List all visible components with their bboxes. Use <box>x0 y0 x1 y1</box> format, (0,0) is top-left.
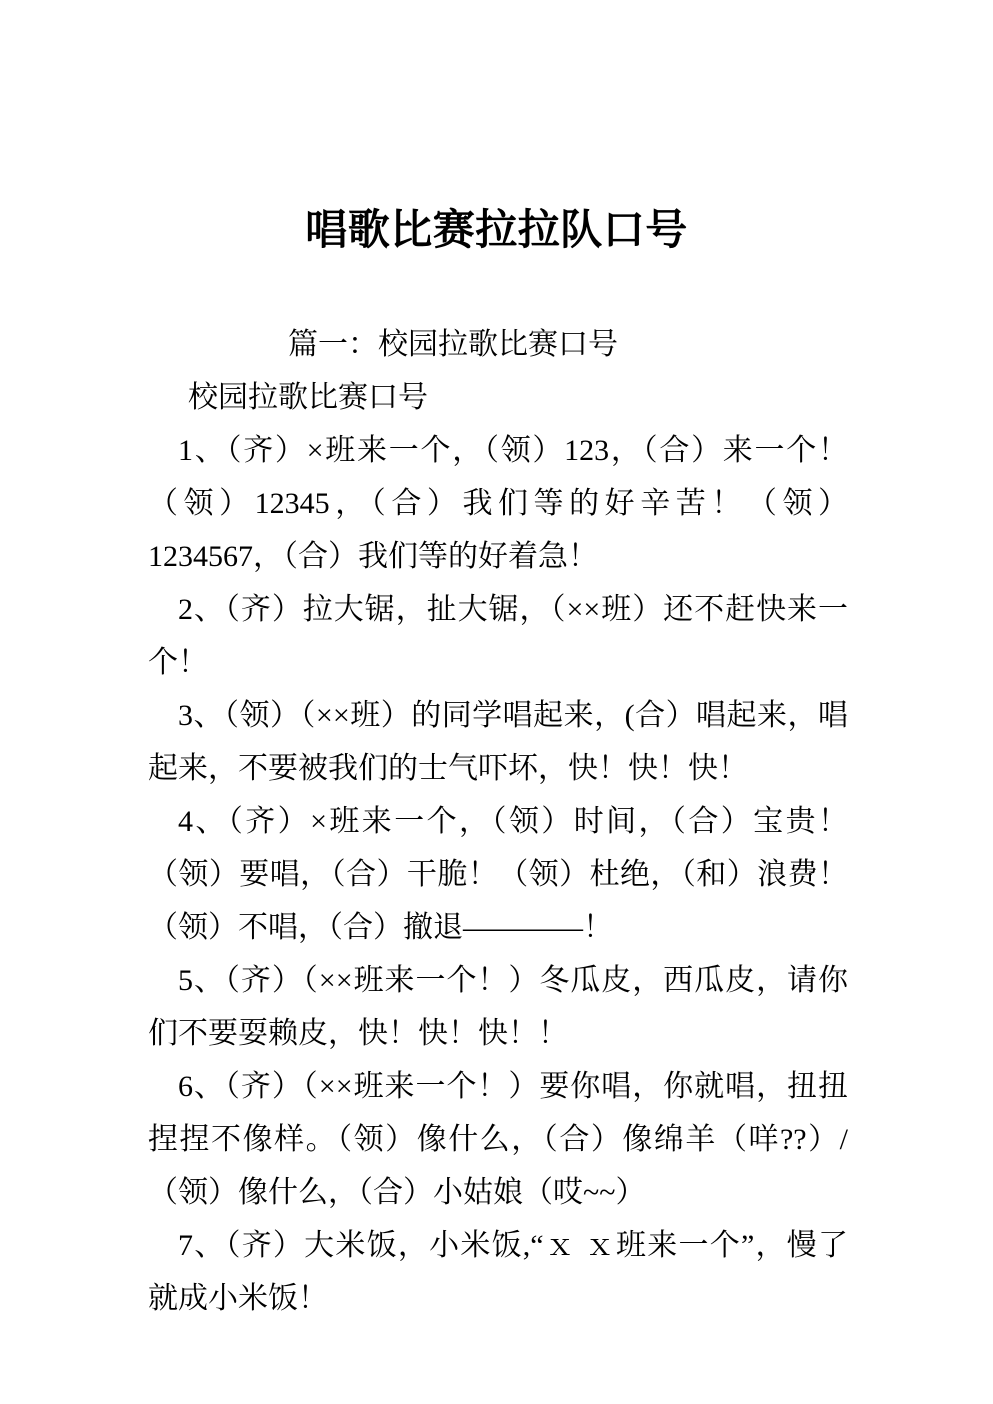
paragraph-2: 2、（齐）拉大锯，扯大锯，（××班）还不赶快来一个！ <box>148 593 848 679</box>
paragraph-3: 3、（领）（××班）的同学唱起来，(合）唱起来，唱起来，不要被我们的士气吓坏，快！快！快！ <box>148 699 848 785</box>
paragraph-4: 4、（齐）×班来一个，（领）时间，（合）宝贵！（领）要唱，（合）干脆！（领）杜绝，（和）浪费！（领）不唱，（合）撤退————！ <box>148 805 848 944</box>
section-heading: 篇一：校园拉歌比赛口号 <box>288 328 618 361</box>
document-subtitle: 校园拉歌比赛口号 <box>188 381 428 414</box>
paragraph-7: 7、（齐）大米饭，小米饭,“ｘ ｘ班来一个”，慢了就成小米饭！ <box>148 1229 848 1315</box>
page-title: 唱歌比赛拉拉队口号 <box>305 208 688 255</box>
paragraph-5: 5、（齐）（××班来一个！）冬瓜皮，西瓜皮，请你们不要耍赖皮，快！快！快！！ <box>148 964 848 1050</box>
paragraph-6: 6、（齐）（××班来一个！）要你唱，你就唱，扭扭捏捏不像样。（领）像什么，（合）像绵羊（咩??）/（领）像什么，（合）小姑娘（哎~~） <box>148 1070 848 1209</box>
document-body <box>148 318 848 1325</box>
paragraph-1: 1、（齐）×班来一个，（领）123，（合）来一个！（领）12345，（合）我们等的好辛苦！（领）1234567，（合）我们等的好着急！ <box>148 434 848 573</box>
